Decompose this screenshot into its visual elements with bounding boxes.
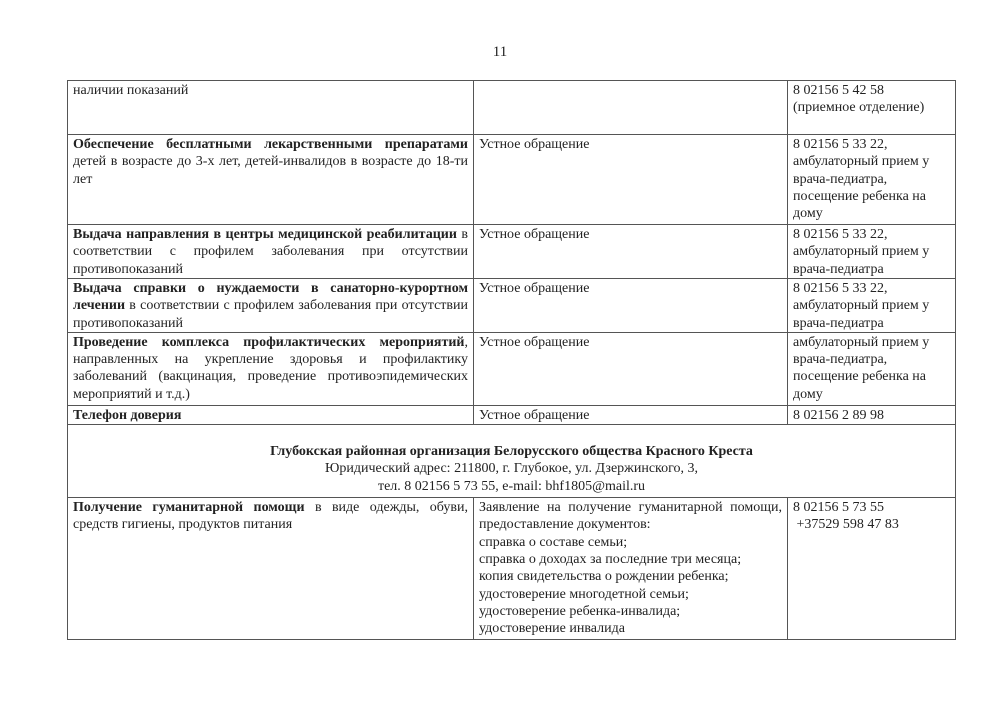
method-cell: Устное обращение xyxy=(474,225,788,279)
document-item: справка о составе семьи; xyxy=(479,534,628,550)
contact-cell xyxy=(788,81,956,135)
contact-cell xyxy=(788,332,956,405)
document-item: справка о доходах за последние три месяца; xyxy=(479,552,742,568)
service-title: Обеспечение бесплатными лекарственными препаратами xyxy=(73,137,468,152)
contact-cell xyxy=(788,405,956,424)
document-item: удостоверение инвалида xyxy=(479,621,625,637)
contact-line: амбулаторный прием у xyxy=(793,334,930,350)
contact-line: 8 02156 5 33 22, xyxy=(793,281,888,296)
contact-line: 8 02156 5 73 55 xyxy=(793,500,884,516)
service-cell xyxy=(68,135,474,225)
page-number: 11 xyxy=(492,44,508,60)
organization-cell xyxy=(68,425,956,498)
service-cell xyxy=(68,332,474,405)
document-item: удостоверение ребенка-инвалида; xyxy=(479,603,681,619)
service-cell xyxy=(68,405,474,424)
contact-line: дому xyxy=(793,206,823,222)
method-cell xyxy=(474,81,788,135)
contact-line: амбулаторный прием у xyxy=(793,244,930,260)
organization-name: Глубокская районная организация Белорусского общества Красного Креста xyxy=(270,444,753,460)
contact-line: 8 02156 5 33 22, xyxy=(793,227,888,242)
organization-contacts: тел. 8 02156 5 73 55, e-mail: bhf1805@mail.ru xyxy=(377,478,646,494)
table-row xyxy=(68,498,956,640)
contact-line: врача-педиатра, xyxy=(793,352,888,368)
contact-cell xyxy=(788,225,956,279)
table-row xyxy=(68,279,956,333)
service-description: детей в возрасте до 3-х лет, детей-инвалидов в возрасте до 18-ти лет xyxy=(73,154,468,187)
service-description: в соответствии с профилем заболевания при отсутствии противопоказаний xyxy=(73,298,468,331)
contact-cell xyxy=(788,498,956,640)
service-description: в соответствии с профилем заболевания при отсутствии противопоказаний xyxy=(73,227,468,277)
document-item: копия свидетельства о рождении ребенка; xyxy=(479,569,729,585)
services-table xyxy=(67,80,956,640)
service-description: , направленных на укрепление здоровья и профилактику заболеваний (вакцинация, проведение противоэпидемических мероприятий и т.д.) xyxy=(73,334,468,402)
organization-address: Юридический адрес: 211800, г. Глубокое, ул. Дзержинского, 3, xyxy=(324,461,699,477)
contact-cell xyxy=(788,135,956,225)
service-title: Выдача направления в центры медицинской реабилитации xyxy=(73,227,457,242)
organization-row xyxy=(68,425,956,498)
method-cell: Устное обращение xyxy=(474,279,788,333)
method-intro: Заявление на получение гуманитарной помощи, предоставление документов: xyxy=(479,500,782,533)
service-title: Выдача справки о нуждаемости в санаторно-курортном лечении xyxy=(73,281,468,314)
service-cell xyxy=(68,498,474,640)
service-title: Телефон доверия xyxy=(73,407,182,423)
contact-line: врача-педиатра xyxy=(793,315,884,331)
contact-line: 8 02156 5 33 22, xyxy=(793,137,888,152)
contact-line: посещение ребенка на xyxy=(793,369,926,385)
table-row xyxy=(68,225,956,279)
contact-cell xyxy=(788,279,956,333)
contact-line: 8 02156 5 42 58 xyxy=(793,83,884,98)
service-cell xyxy=(68,81,474,135)
document-item: удостоверение многодетной семьи; xyxy=(479,586,689,602)
method-cell: Устное обращение xyxy=(474,332,788,405)
service-description: наличии показаний xyxy=(73,83,189,98)
service-title: Проведение комплекса профилактических мероприятий xyxy=(73,334,465,350)
contact-line: амбулаторный прием у xyxy=(793,154,930,170)
method-cell: Устное обращение xyxy=(474,405,788,424)
service-cell xyxy=(68,225,474,279)
contact-line: амбулаторный прием у xyxy=(793,298,930,314)
table-row xyxy=(68,332,956,405)
method-cell: Устное обращение xyxy=(474,135,788,225)
contact-line: дому xyxy=(793,386,823,402)
contact-line: +37529 598 47 83 xyxy=(793,517,899,533)
service-title: Получение гуманитарной помощи xyxy=(73,500,305,516)
contact-line: (приемное отделение) xyxy=(793,100,925,116)
service-description: в виде одежды, обуви, средств гигиены, продуктов питания xyxy=(73,500,468,533)
contact-line: врача-педиатра xyxy=(793,261,884,277)
contact-line: 8 02156 2 89 98 xyxy=(793,407,884,423)
table-row xyxy=(68,81,956,135)
contact-line: посещение ребенка на xyxy=(793,188,926,204)
table-row xyxy=(68,135,956,225)
table-row xyxy=(68,405,956,424)
method-cell xyxy=(474,498,788,640)
service-cell xyxy=(68,279,474,333)
contact-line: врача-педиатра, xyxy=(793,171,888,187)
